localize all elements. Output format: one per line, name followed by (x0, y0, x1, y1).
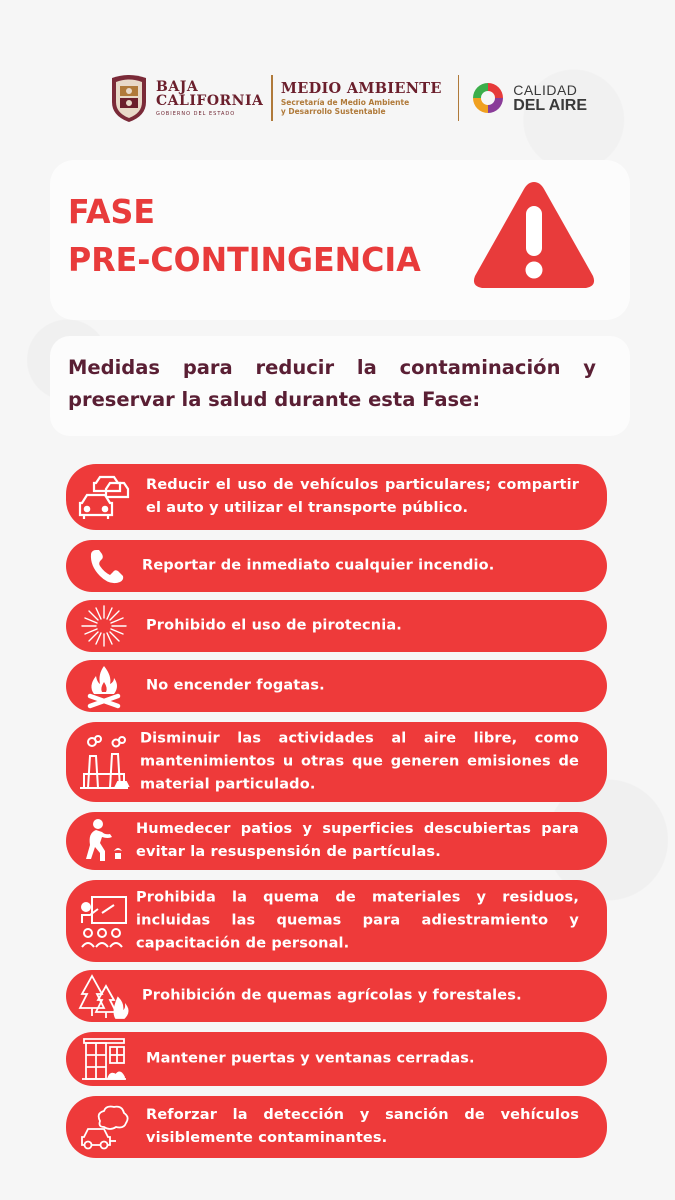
measure-text: Prohibida la quema de materiales y residuos, incluidas las quemas para adiestramiento y capacitación de personal. (136, 889, 579, 952)
subtitle: Medidas para reducir la contaminación y preservar la salud durante esta Fase: (68, 356, 596, 411)
measure-item (66, 970, 607, 1022)
smoking-car-icon (78, 1103, 130, 1151)
calidad-label: CALIDAD (513, 81, 578, 98)
cars-icon (78, 473, 130, 521)
measure-text: No encender fogatas. (146, 677, 325, 694)
measure-item (66, 600, 607, 652)
measure-item (66, 722, 607, 802)
measure-item (66, 1032, 607, 1086)
measure-item (66, 660, 607, 712)
measure-item (66, 880, 607, 962)
measure-text: Prohibición de quemas agrícolas y forestales. (142, 987, 522, 1004)
gobierno-label: GOBIERNO DEL ESTADO (156, 110, 236, 117)
phone-icon (78, 542, 130, 590)
baja-label: BAJA (156, 78, 199, 95)
measure-text: Reforzar la detección y sanción de vehículos visiblemente contaminantes. (146, 1107, 579, 1146)
measure-text: Humedecer patios y superficies descubiertas para evitar la resuspensión de partículas. (136, 821, 579, 860)
measure-item (66, 812, 607, 870)
measure-text: Mantener puertas y ventanas cerradas. (146, 1050, 475, 1067)
window-door-icon (78, 1035, 130, 1083)
campfire-icon (78, 662, 130, 710)
title-line-2: PRE-CONTINGENCIA (68, 240, 421, 279)
training-icon (78, 893, 130, 949)
factory-icon (78, 734, 130, 790)
del-aire-label: DEL AIRE (513, 96, 587, 114)
measure-item (66, 540, 607, 592)
watering-icon (78, 817, 130, 865)
title-line-1: FASE (68, 192, 155, 231)
measure-item (66, 464, 607, 530)
measure-text: Reportar de inmediato cualquier incendio. (142, 557, 495, 574)
medio-ambiente-title: MEDIO AMBIENTE (280, 79, 442, 97)
measure-text: Reducir el uso de vehículos particulares; compartir el auto y utilizar el transporte público. (146, 477, 579, 516)
california-label: CALIFORNIA (156, 92, 264, 109)
secretaria-line1: Secretaría de Medio Ambiente (280, 97, 410, 107)
forest-fire-icon (78, 972, 130, 1020)
fireworks-icon (78, 602, 130, 650)
measure-text: Prohibido el uso de pirotecnia. (146, 617, 402, 634)
measure-text: Disminuir las actividades al aire libre, como mantenimientos u otras que generen emisiones de material particulado. (140, 730, 579, 793)
measure-item (66, 1096, 607, 1158)
secretaria-line2: y Desarrollo Sustentable (280, 106, 386, 116)
